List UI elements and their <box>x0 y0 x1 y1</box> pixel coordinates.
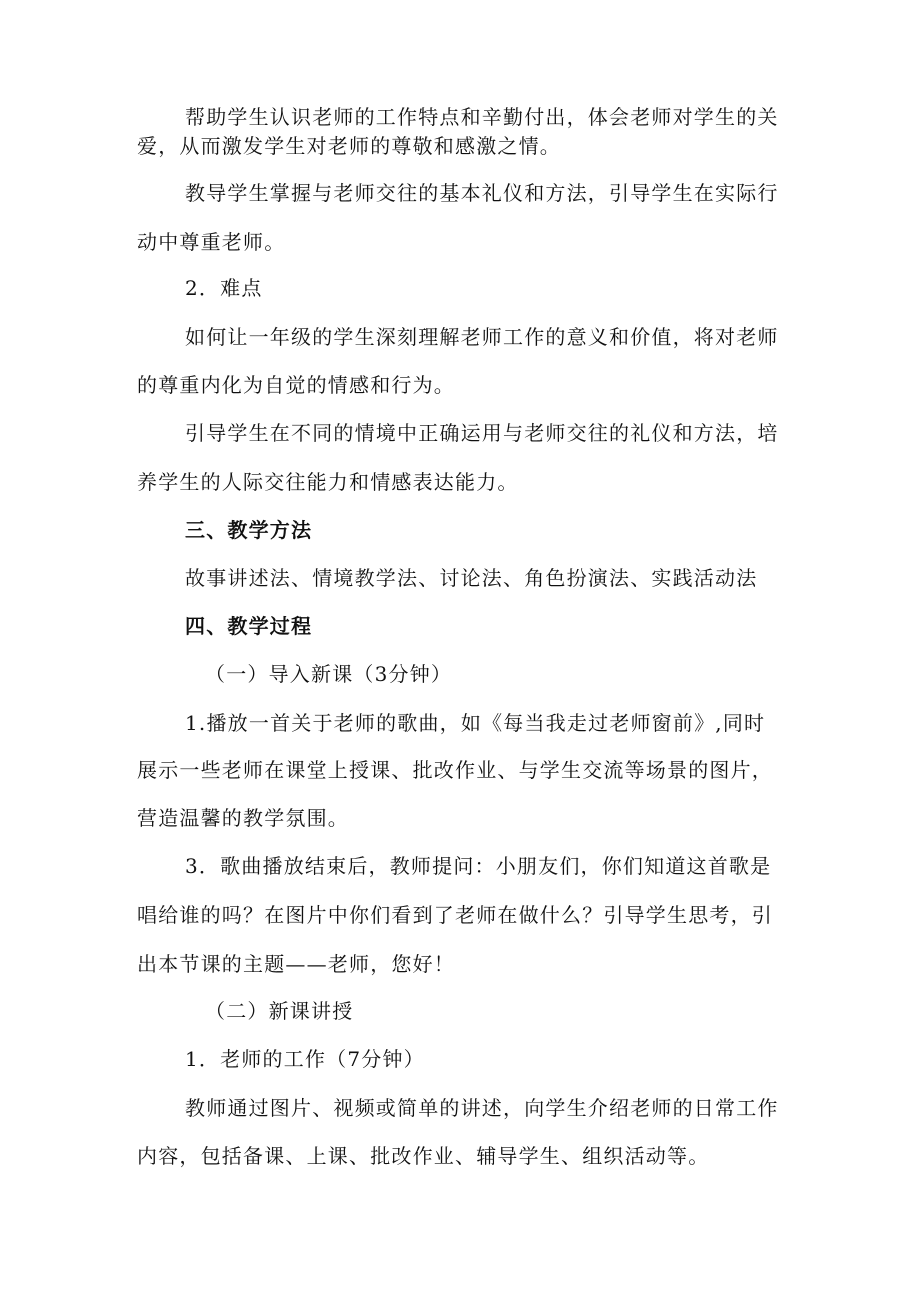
section-heading: 四、教学过程 <box>185 614 313 638</box>
paragraph-line: 教导学生掌握与老师交往的基本礼仪和方法，引导学生在实际行 <box>185 181 779 205</box>
paragraph-line: 如何让一年级的学生深刻理解老师工作的意义和价值，将对老师 <box>185 325 779 349</box>
subsection-title: （一）导入新课（3分钟） <box>205 662 453 686</box>
section-heading: 三、教学方法 <box>185 518 313 542</box>
paragraph-line: 动中尊重老师。 <box>137 230 286 254</box>
paragraph-line: 的尊重内化为自觉的情感和行为。 <box>137 373 455 397</box>
paragraph-line: 引导学生在不同的情境中正确运用与老师交往的礼仪和方法，培 <box>185 421 779 445</box>
paragraph-line: 教师通过图片、视频或简单的讲述，向学生介绍老师的日常工作 <box>185 1096 779 1120</box>
paragraph-line: 内容，包括备课、上课、批改作业、辅导学生、组织活动等。 <box>137 1144 710 1168</box>
paragraph-line: 养学生的人际交往能力和情感表达能力。 <box>137 470 519 494</box>
paragraph-line: 唱给谁的吗？在图片中你们看到了老师在做什么？引导学生思考，引 <box>137 903 773 927</box>
paragraph-line: 1.播放一首关于老师的歌曲，如《每当我走过老师窗前》,同时 <box>185 711 766 735</box>
subsection-title: 2．难点 <box>185 276 263 300</box>
paragraph-line: 帮助学生认识老师的工作特点和辛勤付出，体会老师对学生的关 <box>185 105 779 129</box>
paragraph-line: 3．歌曲播放结束后，教师提问：小朋友们，你们知道这首歌是 <box>185 854 772 878</box>
paragraph-line: 营造温馨的教学氛围。 <box>137 806 349 830</box>
subsection-title: 1．老师的工作（7分钟） <box>185 1047 425 1071</box>
paragraph-line: 出本节课的主题——老师，您好！ <box>137 952 455 976</box>
paragraph-line: 爱，从而激发学生对老师的尊敬和感激之情。 <box>137 134 561 158</box>
paragraph-line: 故事讲述法、情境教学法、讨论法、角色扮演法、实践活动法 <box>185 566 758 590</box>
subsection-title: （二）新课讲授 <box>205 999 354 1023</box>
paragraph-line: 展示一些老师在课堂上授课、批改作业、与学生交流等场景的图片， <box>137 758 773 782</box>
